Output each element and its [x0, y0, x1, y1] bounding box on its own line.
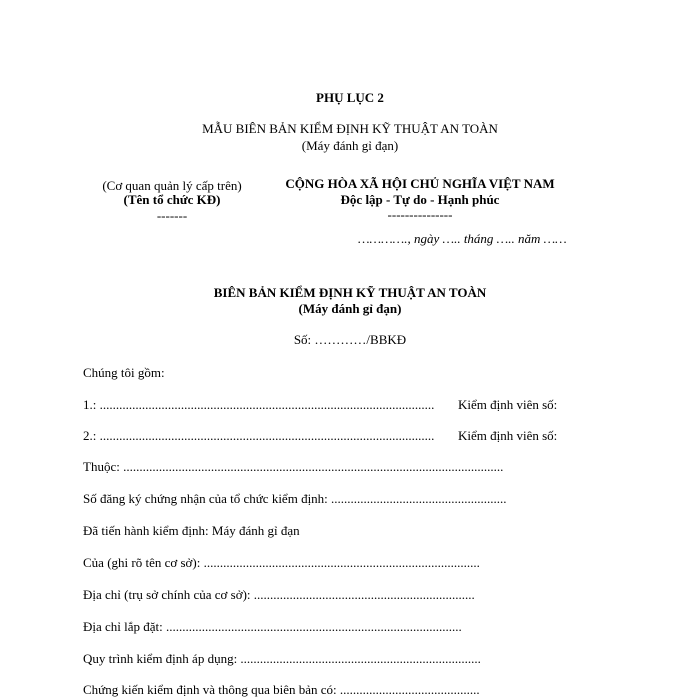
inspector-2-line: 2.: ....................................................................................................... — [83, 428, 435, 443]
install-address-line: Địa chỉ lắp đặt: ........................................................................................... — [83, 619, 462, 634]
registration-line: Số đăng ký chứng nhận của tổ chức kiểm định: ...................................................... — [83, 491, 507, 506]
intro-text: Chúng tôi gồm: — [83, 365, 165, 380]
owner-line: Của (ghi rõ tên cơ sở): ..................................................................................... — [83, 555, 480, 570]
agency-label: (Cơ quan quản lý cấp trên) — [102, 178, 242, 193]
inspector-1-number-label: Kiểm định viên số: — [458, 397, 558, 412]
organization-name: (Tên tổ chức KĐ) — [123, 192, 221, 207]
performed-line: Đã tiến hành kiểm định: Máy đánh gỉ đạn — [83, 523, 300, 538]
report-subtitle: (Máy đánh gỉ đạn) — [298, 301, 402, 316]
belongs-line: Thuộc: ..................................................................................................................... — [83, 459, 504, 474]
right-divider: --------------- — [387, 207, 453, 222]
report-title: BIÊN BẢN KIỂM ĐỊNH KỸ THUẬT AN TOÀN — [213, 285, 487, 300]
left-divider: ------- — [156, 208, 188, 223]
witness-line: Chứng kiến kiểm định và thông qua biên bản có: ........................................... — [83, 682, 480, 697]
inspector-1-line: 1.: ....................................................................................................... — [83, 397, 435, 412]
inspector-2-number-label: Kiểm định viên số: — [458, 428, 558, 443]
report-number: Số: …………/BBKĐ — [293, 332, 407, 347]
template-title: MẪU BIÊN BẢN KIỂM ĐỊNH KỸ THUẬT AN TOÀN — [202, 121, 498, 136]
appendix-heading: PHỤ LỤC 2 — [316, 90, 384, 105]
date-line: …………., ngày ….. tháng ….. năm …… — [358, 231, 567, 246]
country-name: CỘNG HÒA XÃ HỘI CHỦ NGHĨA VIỆT NAM — [285, 176, 555, 191]
procedure-line: Quy trình kiểm định áp dụng: .......................................................................... — [83, 651, 481, 666]
national-motto: Độc lập - Tự do - Hạnh phúc — [340, 192, 500, 207]
template-subtitle: (Máy đánh gỉ đạn) — [301, 138, 399, 153]
address-line: Địa chỉ (trụ sở chính của cơ sở): .................................................................... — [83, 587, 475, 602]
